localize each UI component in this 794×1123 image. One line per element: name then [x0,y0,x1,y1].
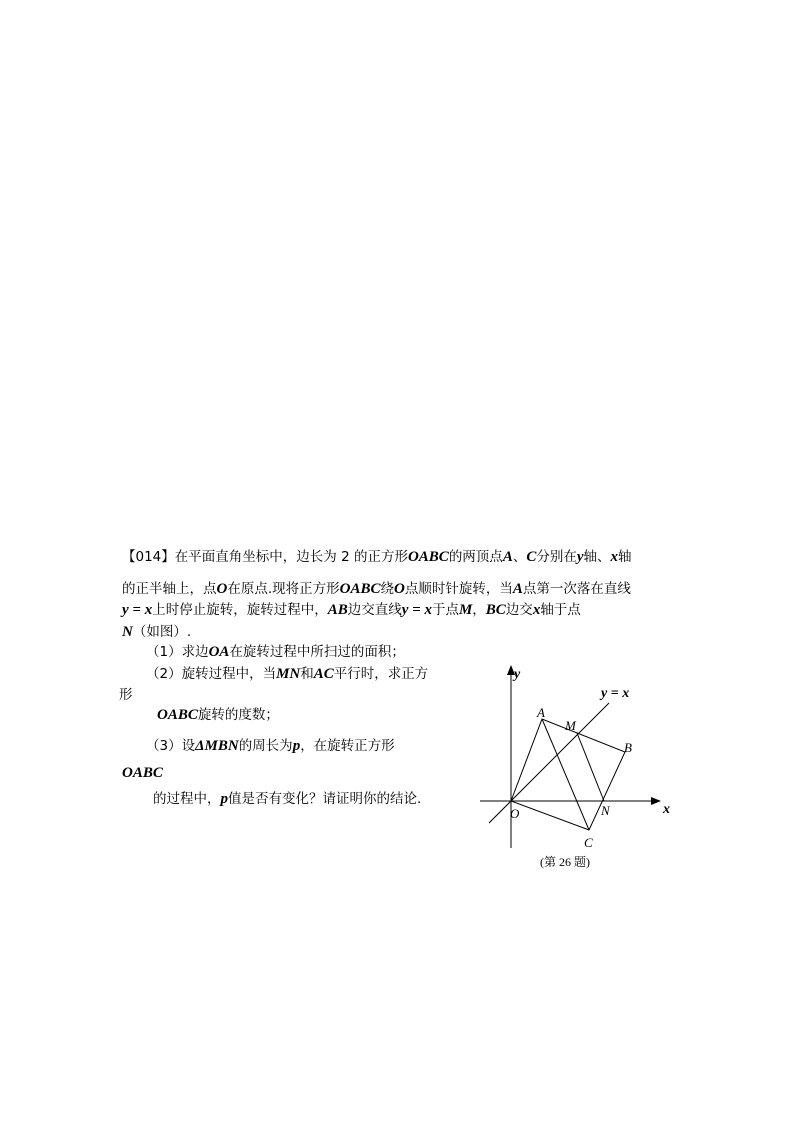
point-label-m: M [565,718,576,733]
figure-caption: (第 26 题) [540,855,590,869]
axis-label-x: x [663,802,670,817]
point-label-o: O [510,806,520,821]
point-label-b: B [624,740,632,755]
question-2-line-3: OABC旋转的度数； [157,707,279,723]
problem-line-4: N（如图）. [122,624,192,640]
segment-mn [577,733,604,801]
question-2-line-2: 形 [119,687,133,703]
line-label: y = x [601,686,630,701]
question-3-line-3: 的过程中，p值是否有变化？请证明你的结论. [153,791,422,807]
question-2-line-1: （2）旋转过程中，当MN和AC平行时，求正方 [146,666,429,682]
point-label-c: C [584,835,593,850]
question-1: （1）求边OA在旋转过程中所扫过的面积； [146,644,405,660]
problem-line-3: y = x上时停止旋转，旋转过程中，AB边交直线y = x于点M，BC边交x轴于点 [122,602,581,618]
question-3-line-1: （3）设ΔMBN的周长为p，在旋转正方形 [146,738,395,754]
segment-ac [542,719,589,830]
line-y-equals-x [489,703,609,823]
problem-number: 【014】 [122,549,175,565]
problem-line-1: 【014】在平面直角坐标中，边长为 2 的正方形OABC的两顶点A、C分别在y轴、x轴 [122,549,632,565]
question-3-line-2: OABC [122,765,163,781]
point-label-a: A [537,705,545,720]
point-label-n: N [601,803,610,818]
axis-label-y: y [514,667,521,682]
problem-line-2: 的正半轴上，点O在原点.现将正方形OABC绕O点顺时针旋转，当A点第一次落在直线 [122,581,631,597]
